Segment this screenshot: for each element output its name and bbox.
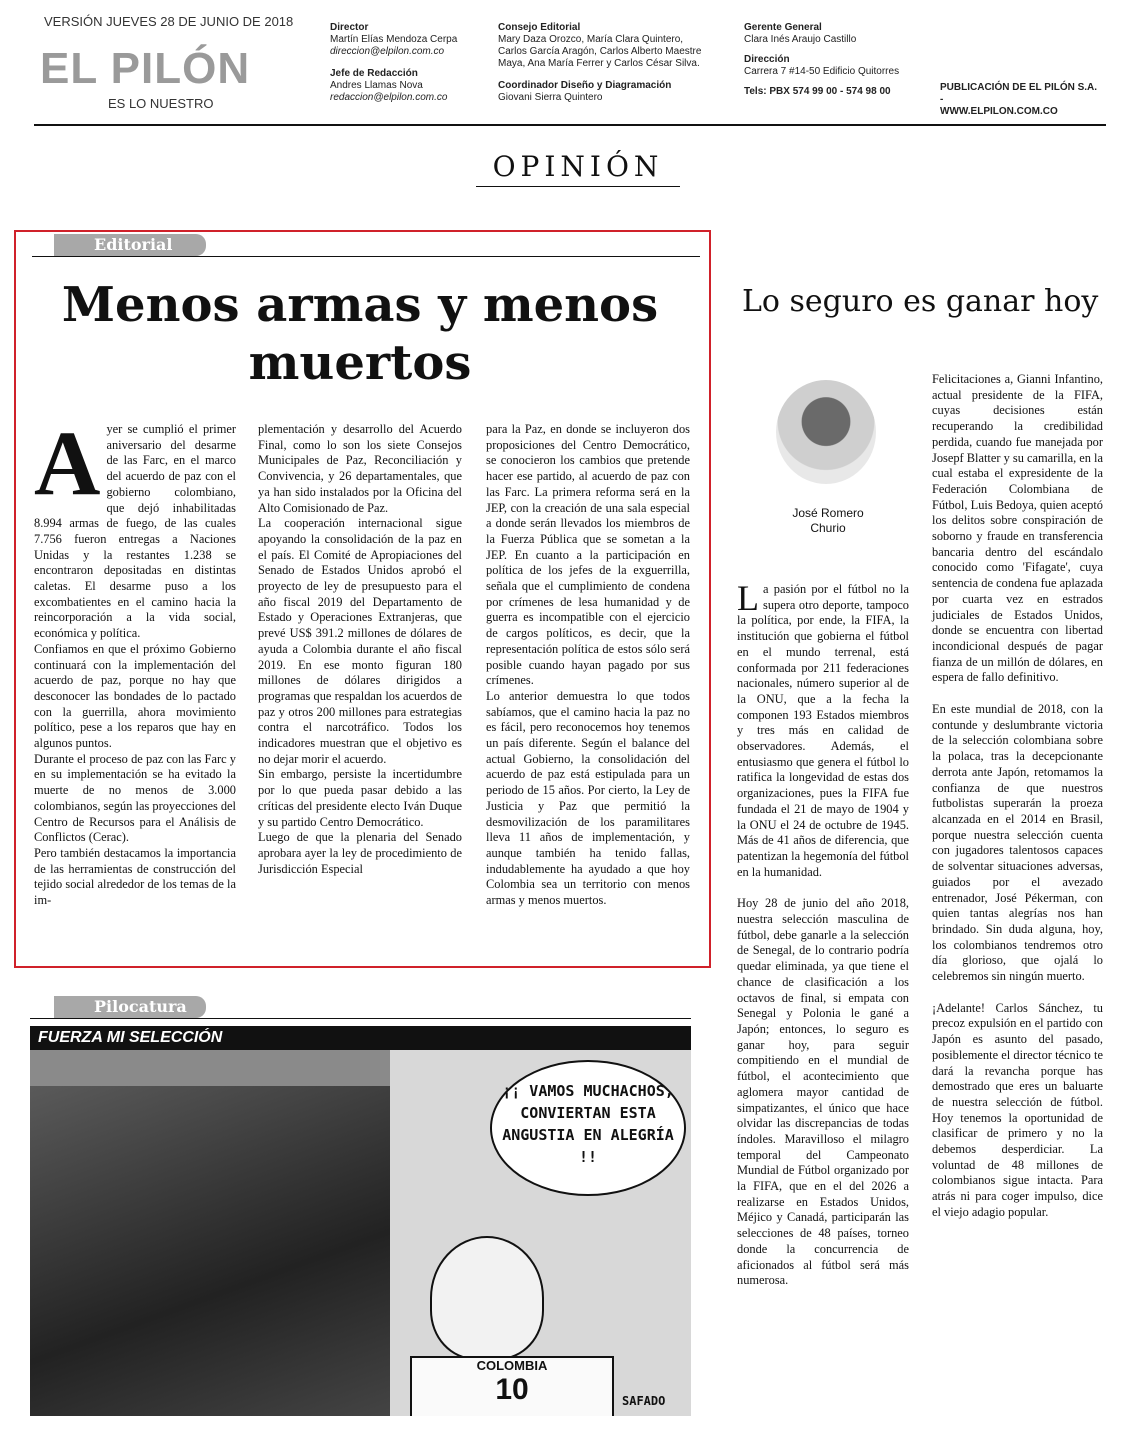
caricature-head	[430, 1236, 544, 1360]
paragraph: Durante el proceso de paz con las Farc y en su implementación se ha evitado la muerte de no menos de 3.000 colombianos, según las proyecciones del Centro de Recursos para el Análisis de Conflictos (Cerac).	[34, 751, 236, 845]
gerente-label: Gerente General	[744, 22, 822, 33]
pilocatura-tab: Pilocatura	[54, 996, 206, 1018]
author-second-line: Churio	[810, 521, 846, 535]
masthead-director	[330, 22, 490, 104]
address-value: Carrera 7 #14-50 Edificio Quitorres	[744, 66, 900, 77]
masthead-divider	[34, 124, 1106, 126]
players-photo	[30, 1086, 390, 1416]
jersey	[410, 1356, 614, 1416]
paragraph: Hoy 28 de junio del año 2018, nuestra selección masculina de fútbol, debe ganarle a la selección de Senegal, de lo contrario podría quedar eliminada, ya que tiene el chance de clasificación a los octavos de final, si empata con Senegal y Polonia le gané a Japón; entonces, lo seguro es ganar hoy, para seguir compitiendo en el mundial de fútbol, el acontecimiento que aglomera mayor cantidad de simpatizantes, el único que hace olvidar las discrepancias de todas índoles. Maravilloso el milagro temporal del Campeonato Mundial de Fútbol organizado por la FIFA, que en el del 2026 a realizarse en Estados Unidos, Méjico y Canadá, participarán las selecciones de 48 países, torneo donde la concurrencia de aficionados al fútbol será más numerosa.	[737, 896, 909, 1288]
coord-name: Giovani Sierra Quintero	[498, 92, 603, 103]
paragraph: plementación y desarrollo del Acuerdo Final, como lo son los siete Consejos Municipales de Paz, Reconciliación y Convivencia, y 26 departamentales, que ya han sido instalados por la Oficina del Alto Comisionado de Paz.	[258, 422, 462, 515]
consejo-line: Mary Daza Orozco, María Clara Quintero,	[498, 34, 684, 45]
drop-cap: L	[737, 578, 759, 618]
jefe-name: Andres Llamas Nova	[330, 80, 423, 91]
paragraph: Lo anterior demuestra lo que todos sabíamos, que el camino hacia la paz no es fácil, pero reconocemos hoy tenemos un país diferente. Según el balance del actual Gobierno, la consolidación del acuerdo de paz está estipulada para un periodo de 15 años. Por cierto, la Ley de Justicia y Paz que permitió la desmovilización de los paramilitares lleva 11 años de implementación, y aunque también ha tenido fallas, indudablemente ha ayudado a que hoy Colombia sea un territorio con menos armas y menos muertos.	[486, 688, 690, 908]
paragraph: Sin embargo, persiste la incertidumbre por lo que pueda pasar debido a las críticas del presidente electo Iván Duque y su partido Centro Democrático.	[258, 767, 462, 829]
paragraph: La cooperación internacional sigue apoyando la consolidación de la paz en el país. El Comité de Apropiaciones del Senado de Estados Unidos aprobó el proyecto de ley de presupuesto para el año fiscal 2019 del Departamento de Estado y Operaciones Extranjeras, que prevé US$ 391.2 millones de dólares de ayuda a Colombia durante el año fiscal 2019. En ese monto figuran 180 millones de dólares dirigidos a programas que respaldan los acuerdos de paz y otros 200 millones para estrategias contra el narcotráfico. Todos los indicadores muestran que el objetivo es no dejar morir el acuerdo.	[258, 516, 462, 766]
section-underline	[476, 186, 680, 187]
jefe-label: Jefe de Redacción	[330, 68, 418, 79]
paragraph: para la Paz, en donde se incluyeron dos proposiciones del Centro Democrático, se conocieron los cambios que pretende hacer ese partido, al acuerdo de paz con las Farc. La primera reforma será en la JEP, con la creación de una sala especial a donde serán llevados los miembros de la Fuerza Pública que se sometan a la JEP. En cuanto a la participación en política de los jefes de la exguerrilla, señala que el cumplimiento de condena por crímenes de lesa humanidad y de guerra es incompatible con el ejercicio de cargos políticos, es decir, que la representación política de estos sólo será posible cuando hayan pagado por sus crímenes.	[486, 422, 690, 688]
publisher-url: WWW.ELPILON.COM.CO	[940, 106, 1058, 117]
jersey-number: 10	[495, 1373, 529, 1406]
director-label: Director	[330, 22, 369, 33]
masthead-consejo	[498, 22, 728, 104]
editorial-headline: Menos armas y menos muertos	[61, 277, 659, 391]
consejo-line: Carlos García Aragón, Carlos Alberto Maestre	[498, 46, 702, 57]
newspaper-logo: EL PILÓN	[40, 44, 251, 93]
editorial-tab: Editorial	[54, 234, 206, 256]
masthead-publisher	[940, 82, 1100, 118]
opinion-column-b	[932, 372, 1103, 1221]
publisher-line: PUBLICACIÓN DE EL PILÓN S.A. -	[940, 82, 1098, 105]
drop-cap: A	[34, 412, 101, 514]
paragraph: ¡Adelante! Carlos Sánchez, tu precoz expulsión en el partido con Japón es asunto del pasado, posiblemente el director técnico te dará la revancha porque has demostrado que eres un baluarte de nuestra selección de fútbol. Hoy tenemos la oportunidad de clasificar de primero y no la debemos desperdiciar. La voluntad de 48 millones de colombianos sigue intacta. Para atrás ni para coger impulso, dice el viejo adagio popular.	[932, 1000, 1103, 1219]
editorial-rule	[32, 256, 700, 257]
pilocatura-rule	[30, 1018, 691, 1019]
director-email: direccion@elpilon.com.co	[330, 46, 445, 57]
masthead-gerencia	[744, 22, 924, 98]
column-title: Lo seguro es ganar hoy	[742, 284, 1099, 319]
jersey-text: COLOMBIA	[476, 1358, 548, 1373]
coord-label: Coordinador Diseño y Diagramación	[498, 80, 672, 91]
paragraph: Confiamos en que el próximo Gobierno continuará con la implementación del acuerdo de paz, porque no hay que desconocer las bondades de lo pactado con la guerrilla, ahora movimiento político, pese a los reparos que hay en algunos puntos.	[34, 641, 236, 751]
cartoon-strip-title: FUERZA MI SELECCIÓN	[30, 1026, 691, 1050]
author-photo	[776, 380, 876, 484]
gerente-name: Clara Inés Araujo Castillo	[744, 34, 857, 45]
author-name	[780, 506, 876, 536]
editorial-column-1	[34, 412, 236, 909]
jefe-email: redaccion@elpilon.com.co	[330, 92, 448, 103]
paragraph: Felicitaciones a, Gianni Infantino, actual presidente de la FIFA, cuyas decisiones están recuperando la credibilidad perdida, cuando fue manejada por Josepf Blatter y su camarilla, en la cual estaba el expresidente de la Federación Colombiana de Fútbol, Luis Bedoya, quien aceptó los delitos sobre conspiración de soborno y fraude en transferencia bancaria dentro del escándalo conocido como 'Fifagate', cuya sentencia de condena fue aplazada por cuarta vez en estrados judiciales de Estados Unidos, donde se encuentra con libertad incondicional después de pagar fianza de un millón de dólares, en espera de fallo definitivo.	[932, 372, 1104, 685]
author-first-line: José Romero	[792, 506, 864, 520]
newspaper-slogan: ES LO NUESTRO	[108, 96, 214, 111]
cartoon-image	[30, 1026, 691, 1416]
paragraph: Pero también destacamos la importancia de las herramientas de construcción del tejido social alrededor de los temas de la im-	[34, 845, 236, 908]
consejo-line: Maya, Ana María Ferrer y Carlos César Silva.	[498, 58, 700, 69]
paragraph: En este mundial de 2018, con la contunde y deslumbrante victoria de la selección colombiana sobre la polaca, tras la decepcionante derrota ante Japón, retomamos la confianza de que nuestros futbolistas superarán la proeza alcanzada en el 2014 en Brasil, porque nuestra selección cuenta con jugadores talentosos capaces de solventar situaciones adversas, guiados por el avezado entrenador, José Pékerman, con quien tantas alegrías nos han brindado. Sin duda alguna, hoy, los colombianos tendremos otro día glorioso, que ojalá lo celebremos sin ningún muerto.	[932, 702, 1103, 984]
director-name: Martín Elías Mendoza Cerpa	[330, 34, 458, 45]
speech-bubble: ¡¡ VAMOS MUCHACHOS, CONVIERTAN ESTA ANGUSTIA EN ALEGRÍA !!	[490, 1060, 686, 1196]
paragraph: Luego de que la plenaria del Senado aprobara ayer la ley de procedimiento de Jurisdicción Especial	[258, 830, 462, 876]
cartoonist-signature: SAFADO	[622, 1394, 666, 1408]
consejo-label: Consejo Editorial	[498, 22, 581, 33]
paragraph: yer se cumplió el primer aniversario del desarme de las Farc, en el marco del acuerdo de paz con el gobierno colombiano, que dejó inhabilitadas 8.994 armas de fuego, de las cuales 7.756 fueron entregas a Naciones Unidas y la restantes 1.238 se encontraron depositadas en distintas caletas. El desarme puso a los excombatientes en el camino hacia la reincorporación a la vida social, económica y política.	[34, 422, 236, 641]
editorial-column-3	[486, 422, 690, 909]
phone-numbers: Tels: PBX 574 99 00 - 574 98 00	[744, 86, 891, 97]
edition-date: VERSIÓN JUEVES 28 DE JUNIO DE 2018	[44, 14, 294, 29]
paragraph: a pasión por el fútbol no la supera otro deporte, tampoco la política, por ende, la FIFA, la institución que gobierna el fútbol en el mundo terrenal, está conformada por 211 federaciones nacionales, número superior al de la ONU, que a la fecha la componen 193 Estados miembros y tres más en calidad de observadores. Además, el entusiasmo que genera el fútbol lo ratifica la longevidad de estas dos organizaciones, pues la FIFA fue fundada el 21 de mayo de 1904 y la ONU el 24 de octubre de 1945. Más de 41 años de diferencia, que patentizan la hegemonía del fútbol en la humanidad.	[737, 582, 909, 879]
address-label: Dirección	[744, 54, 790, 65]
editorial-column-2	[258, 422, 462, 877]
section-title: OPINIÓN	[492, 150, 664, 183]
opinion-column-a	[737, 578, 909, 1289]
